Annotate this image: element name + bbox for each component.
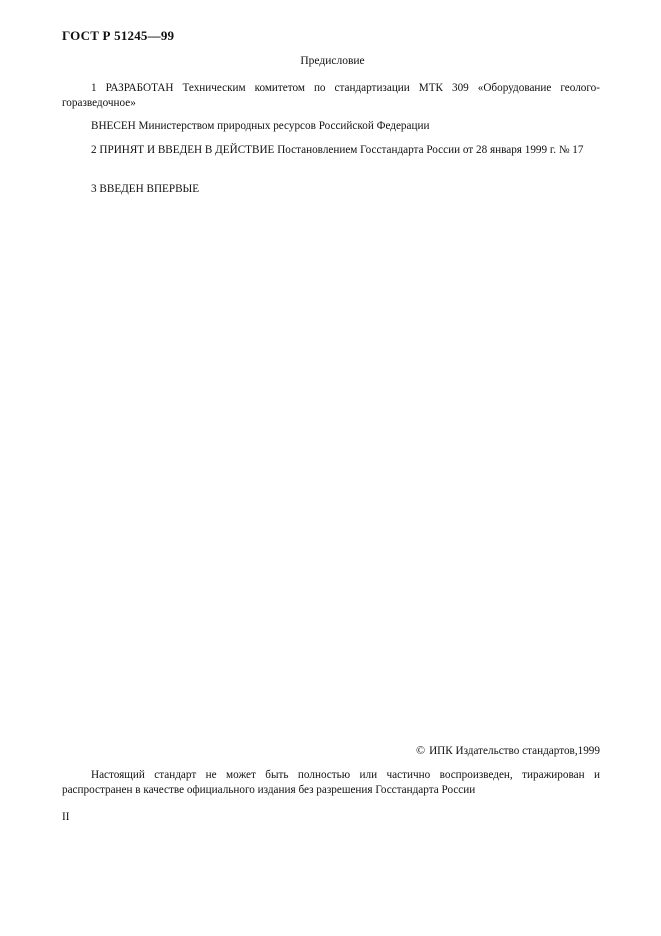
paragraph-first-introduced: 3 ВВЕДЕН ВПЕРВЫЕ [91,183,200,195]
paragraph-adopted: 2 ПРИНЯТ И ВВЕДЕН В ДЕЙСТВИЕ Постановлением Госстандарта России от 28 января 1999 г. № 17 [91,144,584,156]
page-number: II [62,811,70,823]
paragraph-introduced-by: ВНЕСЕН Министерством природных ресурсов Российской Федерации [91,120,430,132]
copyright-symbol: © [415,743,426,757]
copyright-text: ИПК Издательство стандартов,1999 [429,745,600,757]
paragraph-developed-by: 1 РАЗРАБОТАН Техническим комитетом по стандартизации МТК 309 «Оборудование геолого-горазведочное» [62,82,600,109]
copyright-line [416,743,600,758]
section-heading: Предисловие [300,55,365,67]
standard-code: ГОСТ Р 51245—99 [62,28,175,43]
reproduction-notice: Настоящий стандарт не может быть полностью или частично воспроизведен, тиражирован и распространен в качестве официального издания без разрешения Госстандарта России [62,769,600,796]
